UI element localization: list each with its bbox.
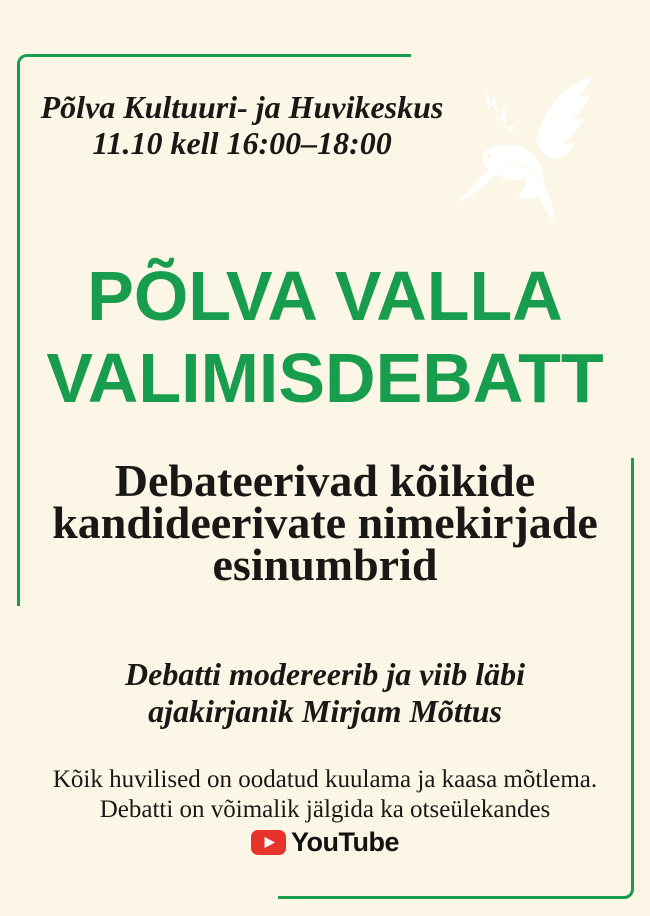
- moderator-note: [0, 656, 650, 730]
- event-header: [22, 89, 462, 161]
- hummingbird-icon: [448, 70, 602, 228]
- youtube-logo: [0, 827, 650, 857]
- audience-info: [0, 765, 650, 825]
- info-line: Debatti on võimalik jälgida ka otseülekandes: [99, 796, 551, 823]
- title-line-1: PÕLVA VALLA: [87, 257, 563, 335]
- subtitle-line: Debateerivad kõikide: [114, 455, 536, 506]
- moderator-line: ajakirjanik Mirjam Mõttus: [148, 693, 502, 729]
- subtitle-line: kandideerivate nimekirjade: [52, 497, 598, 548]
- info-line: Kõik huvilised on oodatud kuulama ja kaasa mõtlema.: [52, 766, 598, 793]
- youtube-label: YouTube: [291, 827, 399, 857]
- event-datetime: 11.10 kell 16:00–18:00: [92, 125, 392, 161]
- subtitle-line: esinumbrid: [212, 539, 438, 590]
- subtitle: [0, 455, 650, 590]
- youtube-play-icon: [251, 830, 286, 855]
- moderator-line: Debatti modereerib ja viib läbi: [125, 656, 525, 692]
- title-line-2: VALIMISDEBATT: [46, 339, 604, 417]
- poster-title: [0, 255, 650, 419]
- venue-name: Põlva Kultuuri- ja Huvikeskus: [40, 89, 444, 125]
- hummingbird-eye: [487, 154, 492, 159]
